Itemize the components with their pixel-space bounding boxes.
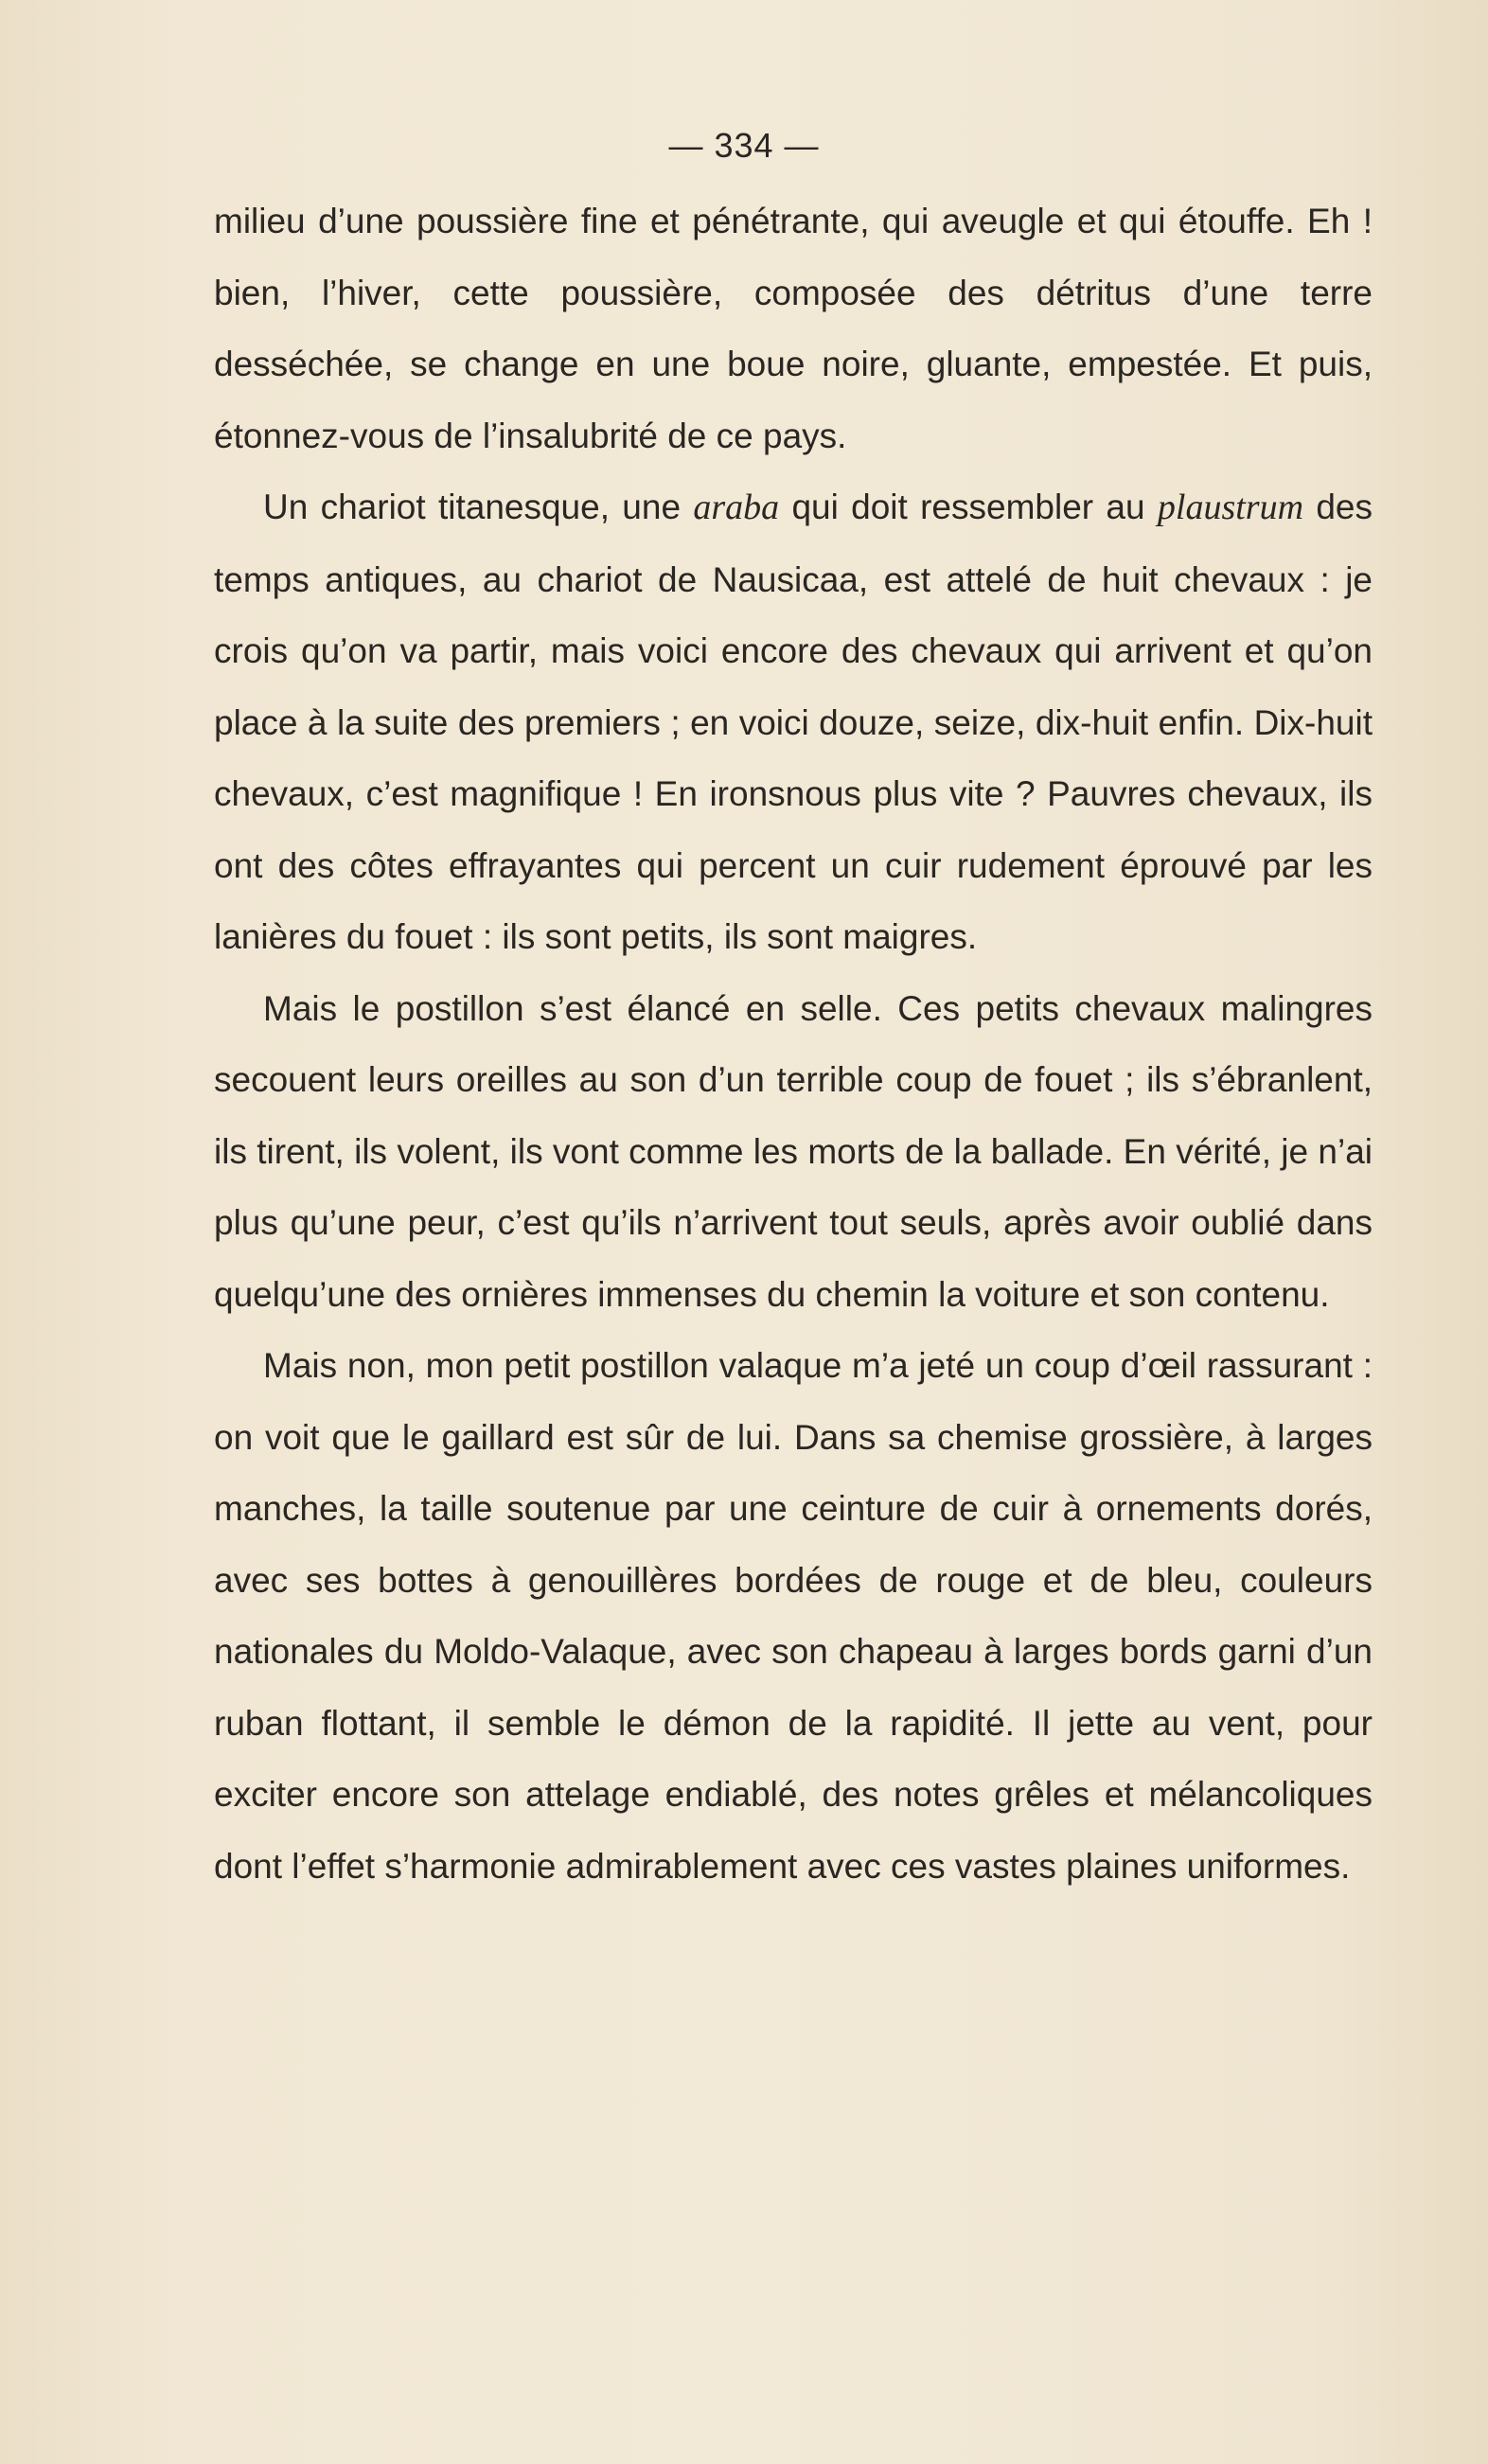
body-text	[214, 186, 1373, 1902]
paragraph-4: Mais non, mon petit postillon valaque m’a jeté un coup d’œil rassurant : on voit que le gaillard est sûr de lui. Dans sa chemise grossière, à larges manches, la taille soutenue par une ceinture de cuir à ornements dorés, avec ses bottes à genouillères bordées de rouge et de bleu, couleurs nationales du Moldo-Valaque, avec son chapeau à larges bords garni d’un ruban flottant, il semble le démon de la rapidité. Il jette au vent, pour exciter encore son attelage endiablé, des notes grêles et mélancoliques dont l’effet s’harmonie admirablement avec ces vastes plaines uniformes.	[214, 1346, 1373, 1886]
paragraph-3: Mais le postillon s’est élancé en selle. Ces petits chevaux malingres secouent leurs oreilles au son d’un terrible coup de fouet ; ils s’ébranlent, ils tirent, ils volent, ils vont comme les morts de la ballade. En vérité, je n’ai plus qu’une peur, c’est qu’ils n’arrivent tout seuls, après avoir oublié dans quelqu’une des ornières immenses du chemin la voiture et son contenu.	[214, 988, 1373, 1314]
paragraph-2-before: Un chariot titanesque, une	[263, 487, 694, 526]
italic-araba: araba	[693, 487, 780, 527]
paragraph-2-after: des temps antiques, au chariot de Nausicaa, est attelé de huit chevaux : je crois qu’on va partir, mais voici encore des chevaux qui arrivent et qu’on place à la suite des premiers ; en voici douze, seize, dix-huit enfin. Dix-huit chevaux, c’est magnifique ! En ironsnous plus vite ? Pauvres chevaux, ils ont des côtes effrayantes qui percent un cuir rudement éprouvé par les lanières du fouet : ils sont petits, ils sont maigres.	[214, 487, 1373, 956]
italic-plaustrum: plaustrum	[1157, 487, 1304, 527]
paragraph-2-middle: qui doit ressembler au	[779, 487, 1158, 526]
paragraph-2	[214, 471, 1373, 973]
page-number: — 334 —	[668, 126, 820, 165]
paragraph-1: milieu d’une poussière fine et pénétrante, qui aveugle et qui étouffe. Eh ! bien, l’hiver, cette poussière, composée des détritus d’une terre desséchée, se change en une boue noire, gluante, empestée. Et puis, étonnez-vous de l’insalubrité de ce pays.	[214, 202, 1373, 455]
